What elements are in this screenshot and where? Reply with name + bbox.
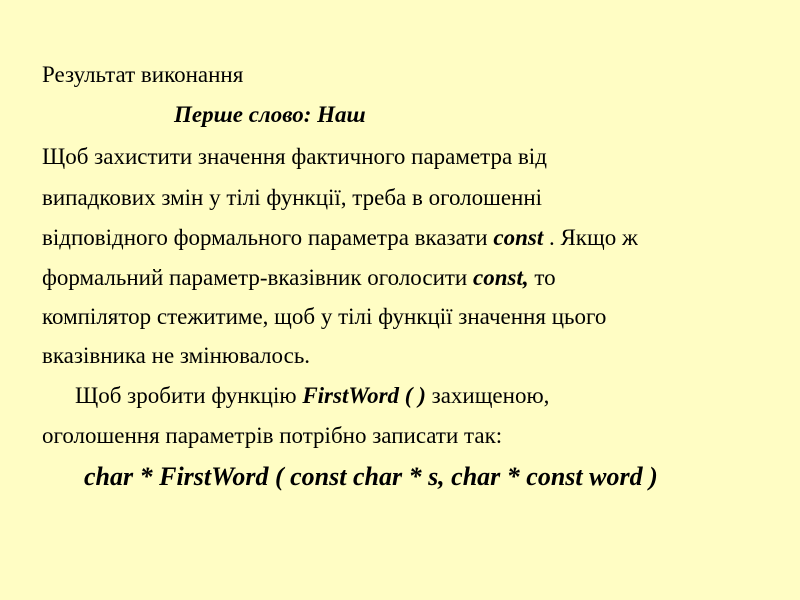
const-keyword: const,: [473, 265, 529, 290]
const-keyword: const: [493, 225, 544, 250]
paragraph-1-line-5: компілятор стежитиме, щоб у тілі функції значення цього: [42, 304, 607, 329]
program-output: Перше слово: Наш: [174, 102, 366, 127]
paragraph-1-line-1: Щоб захистити значення фактичного параметра від: [42, 144, 547, 169]
paragraph-1-line-2: випадкових змін у тілі функції, треба в оголошенні: [42, 185, 543, 210]
paragraph-1-line-6: вказівника не змінювалось.: [42, 343, 311, 368]
code-signature: char * FirstWord ( const char * s, char * const word ): [84, 462, 658, 491]
text-segment: захищеною,: [425, 383, 550, 408]
paragraph-1-line-3: [42, 223, 638, 253]
text-segment: . Якщо ж: [543, 225, 638, 250]
paragraph-1-line-4: [42, 263, 556, 293]
text-segment: відповідного формального параметра вказати: [42, 225, 494, 250]
text-segment: Щоб зробити функцію: [75, 383, 303, 408]
paragraph-2-line-1: [75, 381, 549, 411]
result-heading: Результат виконання: [42, 62, 244, 87]
text-segment: то: [528, 265, 556, 290]
text-segment: формальний параметр-вказівник оголосити: [42, 265, 473, 290]
function-name: FirstWord ( ): [302, 383, 426, 408]
paragraph-2-line-2: оголошення параметрів потрібно записати так:: [42, 423, 503, 448]
